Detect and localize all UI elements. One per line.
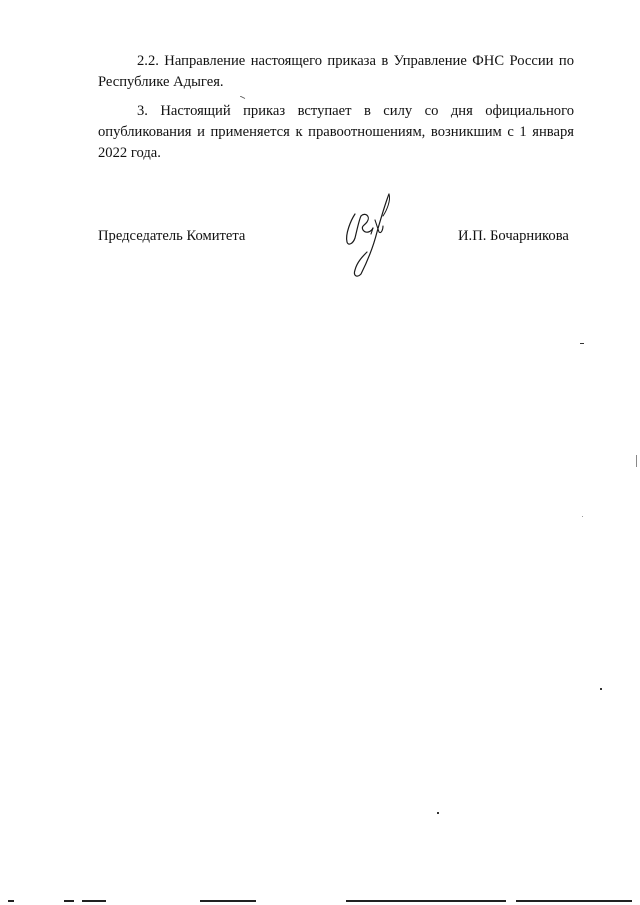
scan-edge-line (8, 900, 14, 902)
scan-speck (582, 516, 583, 517)
scan-edge-line (82, 900, 106, 902)
scan-speck (437, 812, 439, 814)
paragraph-2-2: 2.2. Направление настоящего приказа в Управление ФНС России по Республике Адыгея. (98, 53, 574, 90)
scan-edge-line (516, 900, 632, 902)
scan-speck (600, 688, 602, 690)
handwritten-signature-icon (333, 190, 403, 280)
scan-edge-line (64, 900, 74, 902)
scan-speck (580, 343, 584, 344)
scan-speck (636, 455, 637, 467)
scan-mark-icon (240, 96, 246, 99)
paragraph-3: 3. Настоящий приказ вступает в силу со дня официального опубликования и применяется к правоотношениям, возникшим с 1 января 2022 года. (98, 103, 574, 161)
scan-edge-line (200, 900, 256, 902)
signatory-name: И.П. Бочарникова (458, 228, 569, 244)
scan-edge-line (346, 900, 506, 902)
signatory-title: Председатель Комитета (98, 228, 246, 244)
